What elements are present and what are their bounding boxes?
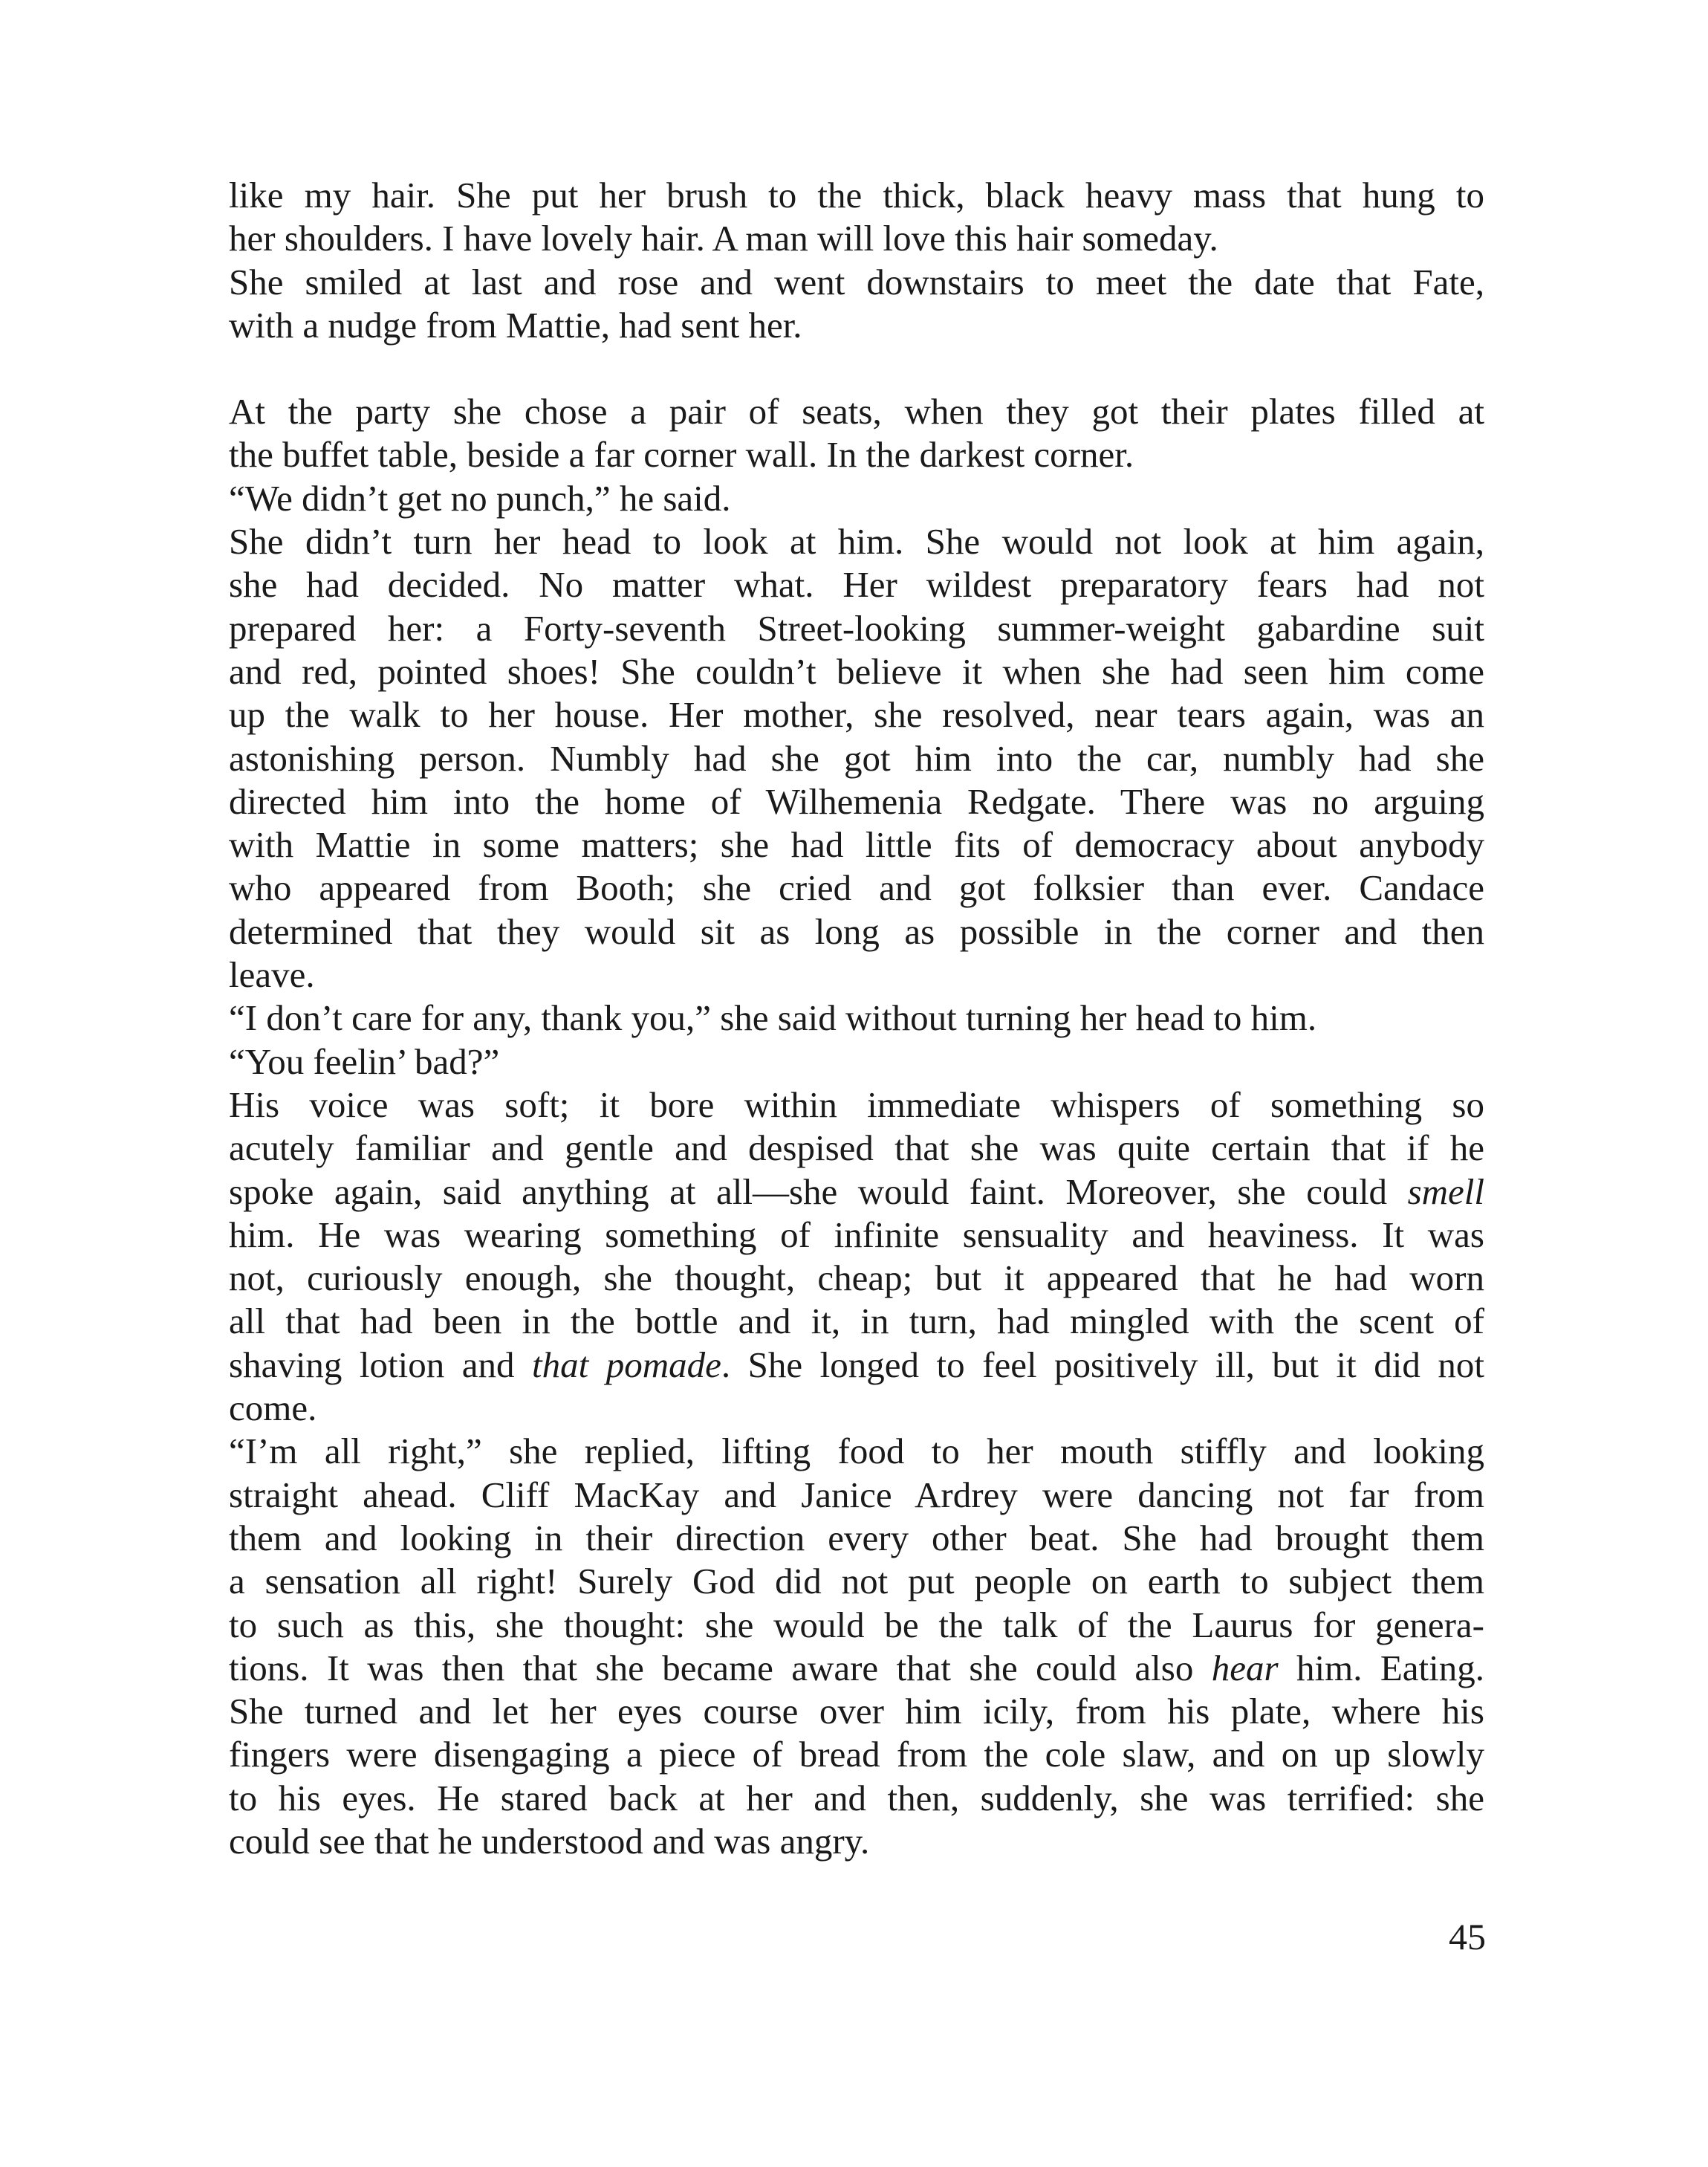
text-line: “You feelin’ bad?”: [229, 1040, 500, 1082]
text-line: “I’m all right,” she replied, lifting food to her mouth stiffly and looking: [229, 1431, 1484, 1472]
text-line: and red, pointed shoes! She couldn’t believe it when she had seen him come: [229, 650, 1484, 692]
text-line: prepared her: a Forty-seventh Street-looking summer-weight gabardine suit: [229, 607, 1484, 649]
text-fragment: shaving lotion and: [229, 1344, 515, 1385]
text-line: to such as this, she thought: she would be the talk of the Laurus for genera-: [229, 1604, 1484, 1645]
text-line: She smiled at last and rose and went downstairs to meet the date that Fate,: [229, 261, 1484, 302]
text-line: straight ahead. Cliff MacKay and Janice Ardrey were dancing not far from: [229, 1474, 1484, 1515]
body-text: [229, 174, 1484, 1863]
text-line: her shoulders. I have lovely hair. A man will love this hair someday.: [229, 218, 1218, 259]
text-line: [229, 1647, 1484, 1690]
text-line: who appeared from Booth; she cried and got folksier than ever. Candace: [229, 867, 1484, 909]
text-line: directed him into the home of Wilhemenia Redgate. There was no arguing: [229, 780, 1484, 822]
text-fragment: . She longed to feel positively ill, but it did not: [721, 1344, 1484, 1385]
text-line: a sensation all right! Surely God did not put people on earth to subject them: [229, 1561, 1484, 1602]
text-line: like my hair. She put her brush to the thick, black heavy mass that hung to: [229, 175, 1484, 216]
text-line: she had decided. No matter what. Her wildest preparatory fears had not: [229, 564, 1484, 606]
text-line: acutely familiar and gentle and despised that she was quite certain that if he: [229, 1127, 1484, 1169]
text-line: astonishing person. Numbly had she got him into the car, numbly had she: [229, 737, 1484, 779]
text-line: “I don’t care for any, thank you,” she said without turning her head to him.: [229, 997, 1317, 1039]
text-line: His voice was soft; it bore within immediate whispers of something so: [229, 1084, 1484, 1125]
text-line: not, curiously enough, she thought, cheap; but it appeared that he had worn: [229, 1257, 1484, 1299]
italic-word: hear: [1211, 1647, 1279, 1688]
text-fragment: spoke again, said anything at all—she would faint. Moreover, she could: [229, 1170, 1388, 1212]
text-line: him. He was wearing something of infinite sensuality and heaviness. It was: [229, 1214, 1484, 1255]
text-fragment: tions. It was then that she became aware that she could also: [229, 1647, 1194, 1688]
text-line: with a nudge from Mattie, had sent her.: [229, 304, 802, 346]
text-line: to his eyes. He stared back at her and then, suddenly, she was terrified: she: [229, 1777, 1484, 1818]
section-break: [229, 347, 1484, 390]
text-line: “We didn’t get no punch,” he said.: [229, 477, 731, 519]
text-line: leave.: [229, 954, 315, 996]
text-line: them and looking in their direction every other beat. She had brought them: [229, 1517, 1484, 1558]
text-line: all that had been in the bottle and it, in turn, had mingled with the scent of: [229, 1300, 1484, 1342]
text-line: fingers were disengaging a piece of bread from the cole slaw, and on up slowly: [229, 1734, 1484, 1775]
text-line: come.: [229, 1387, 317, 1429]
text-line: could see that he understood and was angry.: [229, 1820, 870, 1862]
text-fragment: him. Eating.: [1278, 1647, 1485, 1688]
italic-phrase: that pomade: [532, 1344, 721, 1385]
page-number: 45: [1449, 1916, 1486, 1957]
italic-word: smell: [1407, 1170, 1485, 1212]
text-line: with Mattie in some matters; she had little fits of democracy about anybody: [229, 824, 1484, 866]
text-line: up the walk to her house. Her mother, she resolved, near tears again, was an: [229, 694, 1484, 736]
text-line: She didn’t turn her head to look at him. She would not look at him again,: [229, 521, 1484, 563]
text-line: At the party she chose a pair of seats, when they got their plates filled at: [229, 391, 1484, 433]
text-line: [229, 1170, 1484, 1214]
text-line: determined that they would sit as long as possible in the corner and then: [229, 910, 1484, 952]
text-line: She turned and let her eyes course over him icily, from his plate, where his: [229, 1691, 1484, 1732]
text-line: [229, 1344, 1484, 1387]
text-line: the buffet table, beside a far corner wall. In the darkest corner.: [229, 434, 1134, 476]
